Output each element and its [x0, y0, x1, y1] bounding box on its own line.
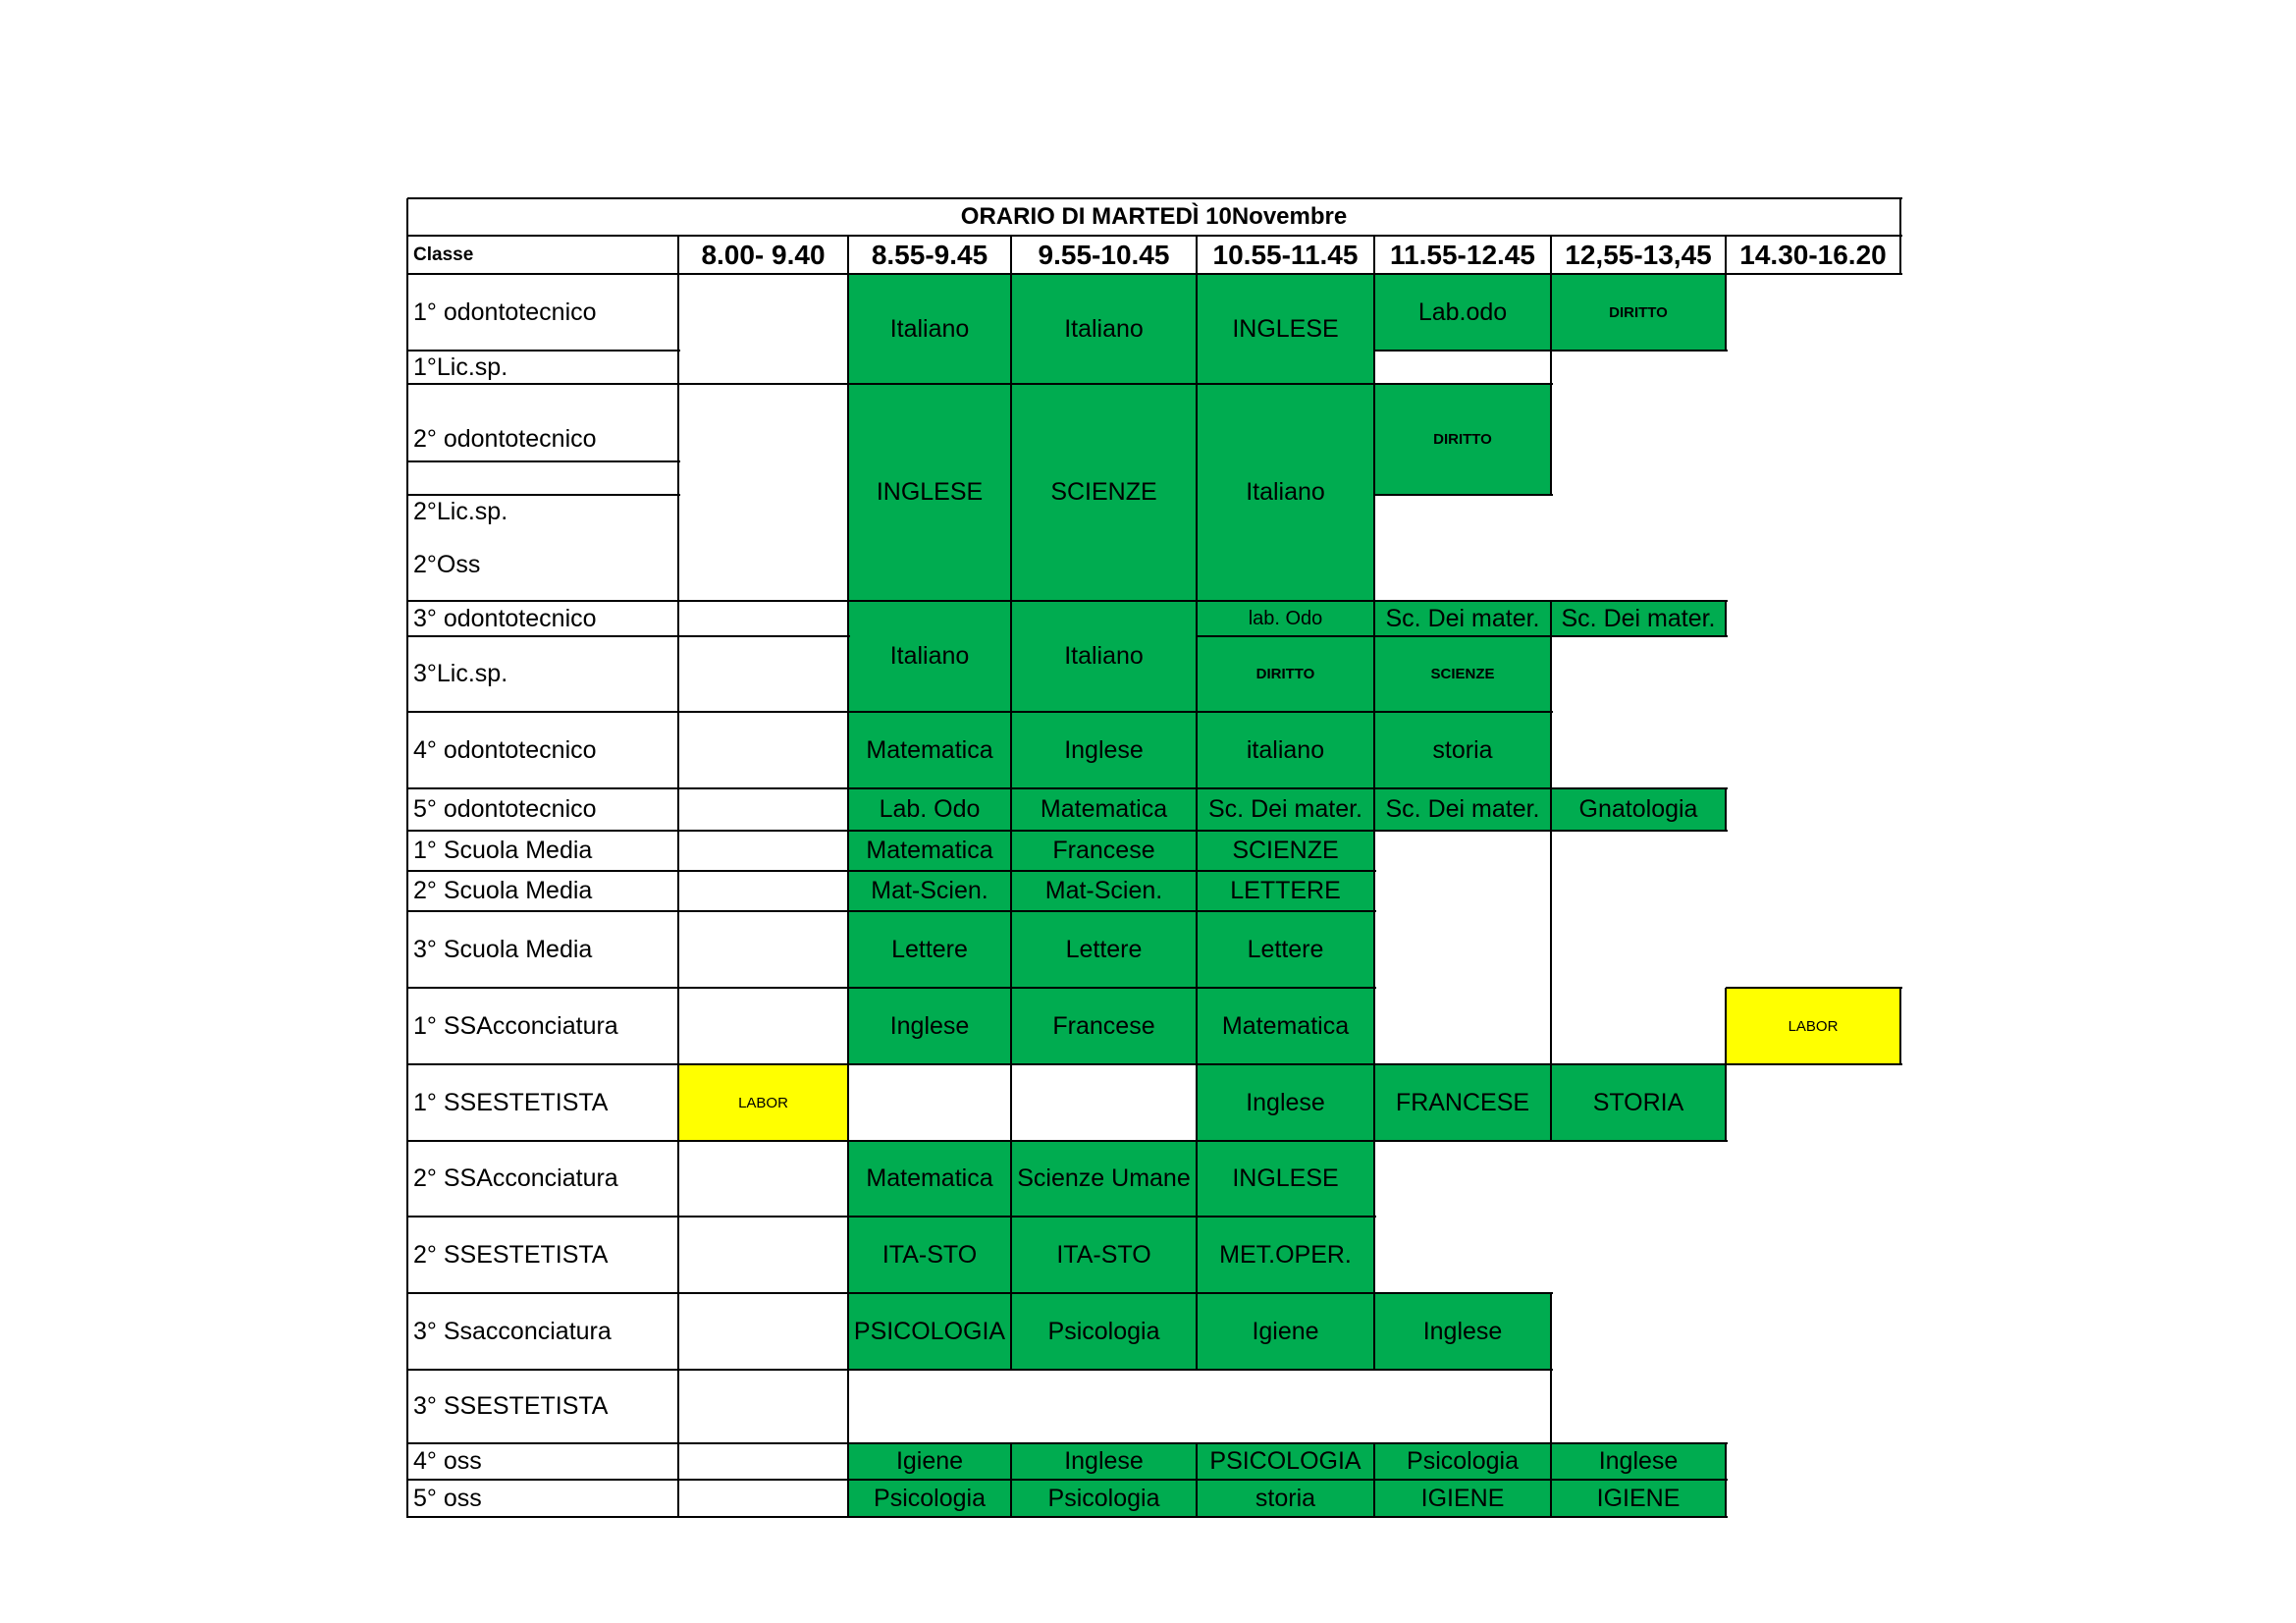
- grid-line-h: [678, 1369, 850, 1371]
- grid-line-h: [1011, 1479, 1199, 1481]
- class-label-3-ssestetista: 3° SSESTETISTA: [413, 1392, 609, 1420]
- grid-line-v: [1373, 1480, 1375, 1518]
- class-label-2-ssestetista: 2° SSESTETISTA: [413, 1240, 609, 1269]
- lesson-3-lic-sp-diritto: DIRITTO: [1197, 636, 1374, 712]
- grid-line-h: [407, 1442, 680, 1444]
- lesson-2-ssacconciatura-matematica: Matematica: [848, 1141, 1011, 1217]
- grid-line-h: [678, 1292, 850, 1294]
- grid-line-v: [677, 236, 679, 275]
- lesson-3-odontotecnico-lab-odo: lab. Odo: [1197, 601, 1374, 636]
- lesson-4-odontotecnico-inglese: Inglese: [1011, 712, 1197, 788]
- grid-line-v: [1550, 788, 1552, 832]
- lesson-2-ssacconciatura-scienze-umane: Scienze Umane: [1011, 1141, 1197, 1217]
- grid-line-v: [1010, 1443, 1012, 1481]
- grid-line-h: [407, 350, 680, 352]
- grid-line-h: [1011, 1063, 1199, 1065]
- grid-line-h: [1374, 1063, 1553, 1065]
- grid-line-v: [1899, 198, 1901, 275]
- grid-line-h: [407, 1369, 680, 1371]
- grid-line-v: [1196, 988, 1198, 1065]
- grid-line-h: [407, 1516, 680, 1518]
- grid-line-h: [1726, 1063, 1902, 1065]
- grid-line-h: [1374, 635, 1553, 637]
- grid-line-h: [407, 197, 1902, 199]
- class-label-4-oss: 4° oss: [413, 1447, 482, 1475]
- lesson-1-ssestetista-inglese: Inglese: [1197, 1064, 1374, 1141]
- grid-line-v: [1725, 236, 1727, 275]
- grid-line-h: [678, 1479, 850, 1481]
- grid-line-h: [678, 1063, 850, 1065]
- grid-line-h: [407, 494, 680, 496]
- grid-line-h: [1551, 1140, 1728, 1142]
- grid-line-h: [407, 235, 1902, 237]
- grid-line-v: [1373, 1064, 1375, 1142]
- lesson-1-odontotecnico-italiano: Italiano: [848, 274, 1011, 384]
- lesson-2-odontotecnico-italiano: Italiano: [1197, 384, 1374, 601]
- grid-line-v: [1373, 274, 1375, 352]
- lesson-5-odontotecnico-sc-dei-mater: Sc. Dei mater.: [1197, 788, 1374, 831]
- grid-line-h: [1551, 1442, 1728, 1444]
- grid-line-h: [1374, 494, 1553, 496]
- grid-line-h: [678, 787, 850, 789]
- grid-line-v: [1550, 351, 1552, 385]
- lesson-2-ssestetista-met-oper: MET.OPER.: [1197, 1217, 1374, 1293]
- grid-line-v: [1196, 831, 1198, 872]
- grid-line-v: [1550, 831, 1552, 1065]
- grid-line-v: [847, 871, 849, 912]
- grid-line-h: [407, 600, 680, 602]
- grid-line-v: [1010, 1480, 1012, 1518]
- grid-line-h: [407, 830, 680, 832]
- grid-line-h: [848, 711, 1013, 713]
- grid-line-v: [1725, 1443, 1727, 1481]
- grid-line-h: [678, 600, 850, 602]
- class-label-5-oss: 5° oss: [413, 1484, 482, 1512]
- grid-line-v: [847, 1141, 849, 1217]
- lesson-3-scuola-media-lettere: Lettere: [848, 911, 1011, 988]
- grid-line-h: [1551, 1516, 1728, 1518]
- lesson-3-odontotecnico-italiano: Italiano: [1011, 601, 1197, 712]
- grid-line-h: [1197, 910, 1376, 912]
- grid-line-v: [1725, 788, 1727, 832]
- grid-line-h: [678, 383, 850, 385]
- grid-line-v: [1010, 1217, 1012, 1294]
- grid-line-v: [1010, 831, 1012, 872]
- grid-line-h: [848, 830, 1013, 832]
- lesson-1-odontotecnico-diritto: DIRITTO: [1551, 274, 1726, 351]
- grid-line-v: [677, 1064, 679, 1142]
- grid-line-v: [1196, 911, 1198, 989]
- grid-line-h: [1374, 1516, 1553, 1518]
- lesson-1-scuola-media-francese: Francese: [1011, 831, 1197, 871]
- grid-line-v: [1196, 1443, 1198, 1481]
- grid-line-h: [1197, 987, 1376, 989]
- header-slot-5: 11.55-12.45: [1390, 239, 1535, 270]
- grid-line-h: [1197, 1516, 1376, 1518]
- grid-line-h: [1197, 383, 1376, 385]
- grid-line-h: [1197, 1479, 1376, 1481]
- grid-line-v: [847, 274, 849, 385]
- grid-line-v: [1010, 871, 1012, 912]
- grid-line-v: [1550, 636, 1552, 713]
- grid-line-v: [1550, 236, 1552, 275]
- grid-line-v: [1550, 274, 1552, 352]
- grid-line-h: [1374, 830, 1553, 832]
- lesson-5-odontotecnico-lab-odo: Lab. Odo: [848, 788, 1011, 831]
- grid-line-h: [1374, 711, 1553, 713]
- grid-line-h: [1551, 830, 1728, 832]
- grid-line-h: [407, 987, 680, 989]
- lesson-4-odontotecnico-italiano: italiano: [1197, 712, 1374, 788]
- grid-line-v: [1196, 712, 1198, 789]
- header-slot-3: 9.55-10.45: [1038, 239, 1170, 270]
- grid-line-h: [1011, 787, 1199, 789]
- grid-line-v: [1196, 236, 1198, 275]
- lesson-5-oss-psicologia: Psicologia: [1011, 1480, 1197, 1517]
- grid-line-h: [1197, 1216, 1376, 1217]
- class-label-3-odontotecnico: 3° odontotecnico: [413, 604, 597, 632]
- lesson-3-ssacconciatura-psicologia: Psicologia: [1011, 1293, 1197, 1370]
- lesson-2-scuola-media-mat-scien: Mat-Scien.: [1011, 871, 1197, 911]
- class-label-3-scuola-media: 3° Scuola Media: [413, 935, 593, 963]
- grid-line-v: [1373, 831, 1375, 872]
- grid-line-v: [847, 384, 849, 602]
- grid-line-v: [1725, 988, 1727, 1065]
- grid-line-h: [848, 383, 1013, 385]
- grid-line-v: [1010, 712, 1012, 789]
- grid-line-h: [1011, 273, 1199, 275]
- grid-line-v: [1010, 601, 1012, 713]
- lesson-3-lic-sp-scienze: SCIENZE: [1374, 636, 1551, 712]
- grid-line-h: [1551, 273, 1728, 275]
- grid-line-v: [847, 712, 849, 789]
- class-label-2-lic-sp: 2°Lic.sp.: [413, 497, 508, 525]
- grid-line-v: [1373, 712, 1375, 789]
- grid-line-v: [847, 1293, 849, 1371]
- lesson-1-ssestetista-storia: STORIA: [1551, 1064, 1726, 1141]
- grid-line-v: [1373, 911, 1375, 989]
- grid-line-h: [1551, 635, 1728, 637]
- lesson-5-odontotecnico-matematica: Matematica: [1011, 788, 1197, 831]
- timetable-title: ORARIO DI MARTEDÌ 10Novembre: [960, 203, 1348, 230]
- grid-line-v: [1010, 274, 1012, 385]
- class-label-5-odontotecnico: 5° odontotecnico: [413, 795, 597, 823]
- grid-line-v: [1373, 1443, 1375, 1481]
- grid-line-v: [1550, 601, 1552, 637]
- grid-line-h: [1197, 635, 1376, 637]
- lesson-5-oss-igiene: IGIENE: [1551, 1480, 1726, 1517]
- grid-line-v: [1196, 788, 1198, 832]
- grid-line-h: [1011, 1140, 1199, 1142]
- grid-line-h: [1374, 1140, 1553, 1142]
- grid-line-v: [1725, 601, 1727, 637]
- grid-line-h: [1197, 600, 1376, 602]
- lesson-1-scuola-media-matematica: Matematica: [848, 831, 1011, 871]
- class-label-1-odontotecnico: 1° odontotecnico: [413, 298, 597, 326]
- grid-line-v: [1010, 988, 1012, 1065]
- grid-line-v: [847, 911, 849, 989]
- grid-line-h: [1551, 787, 1728, 789]
- lesson-2-scuola-media-lettere: LETTERE: [1197, 871, 1374, 911]
- grid-line-h: [1374, 787, 1553, 789]
- grid-line-h: [678, 1216, 850, 1217]
- grid-line-h: [848, 870, 1013, 872]
- grid-line-h: [1197, 1292, 1376, 1294]
- grid-line-v: [1196, 384, 1198, 602]
- lesson-3-ssacconciatura-inglese: Inglese: [1374, 1293, 1551, 1370]
- grid-line-h: [848, 1216, 1013, 1217]
- lesson-1-scuola-media-scienze: SCIENZE: [1197, 831, 1374, 871]
- grid-line-h: [407, 787, 680, 789]
- grid-line-v: [1196, 1217, 1198, 1294]
- lesson-1-ssacconciatura-francese: Francese: [1011, 988, 1197, 1064]
- class-label-2-ssacconciatura: 2° SSAcconciatura: [413, 1164, 618, 1192]
- grid-line-v: [1550, 1064, 1552, 1142]
- grid-line-h: [1011, 987, 1199, 989]
- class-label-2-odontotecnico: 2° odontotecnico: [413, 425, 597, 453]
- grid-line-v: [1010, 911, 1012, 989]
- grid-line-h: [1197, 711, 1376, 713]
- class-label-1-ssestetista: 1° SSESTETISTA: [413, 1088, 609, 1116]
- grid-line-v: [1373, 636, 1375, 713]
- grid-line-v: [1373, 1141, 1375, 1217]
- lesson-3-odontotecnico-italiano: Italiano: [848, 601, 1011, 712]
- header-slot-2: 8.55-9.45: [871, 239, 988, 270]
- grid-line-v: [1725, 274, 1727, 352]
- lesson-4-oss-psicologia: PSICOLOGIA: [1197, 1443, 1374, 1480]
- header-slot-6: 12,55-13,45: [1565, 239, 1712, 270]
- grid-line-h: [1197, 870, 1376, 872]
- grid-line-v: [1010, 1141, 1012, 1217]
- lesson-1-odontotecnico-inglese: INGLESE: [1197, 274, 1374, 384]
- grid-line-v: [1899, 988, 1901, 1065]
- grid-line-h: [1197, 1140, 1376, 1142]
- grid-line-v: [1550, 1370, 1552, 1444]
- grid-line-h: [848, 1063, 1013, 1065]
- grid-line-v: [1373, 236, 1375, 275]
- grid-line-v: [1550, 1480, 1552, 1518]
- header-slot-7: 14.30-16.20: [1739, 239, 1887, 270]
- lesson-4-odontotecnico-matematica: Matematica: [848, 712, 1011, 788]
- grid-line-h: [848, 1140, 1013, 1142]
- grid-line-v: [847, 831, 849, 872]
- lesson-4-oss-psicologia: Psicologia: [1374, 1443, 1551, 1480]
- grid-line-h: [1374, 383, 1553, 385]
- lesson-3-odontotecnico-sc-dei-mater: Sc. Dei mater.: [1374, 601, 1551, 636]
- grid-line-v: [1373, 988, 1375, 1065]
- lesson-1-ssacconciatura-labor: LABOR: [1726, 988, 1900, 1064]
- lesson-1-odontotecnico-italiano: Italiano: [1011, 274, 1197, 384]
- grid-line-v: [1550, 1293, 1552, 1371]
- grid-line-v: [1550, 1443, 1552, 1481]
- grid-line-h: [1011, 830, 1199, 832]
- lesson-2-odontotecnico-scienze: SCIENZE: [1011, 384, 1197, 601]
- grid-line-h: [678, 830, 850, 832]
- grid-line-v: [1373, 788, 1375, 832]
- grid-line-v: [1196, 871, 1198, 912]
- grid-line-v: [1373, 384, 1375, 496]
- grid-line-h: [1197, 273, 1376, 275]
- lesson-2-ssestetista-ita-sto: ITA-STO: [1011, 1217, 1197, 1293]
- grid-line-h: [1374, 1479, 1553, 1481]
- lesson-2-ssestetista-ita-sto: ITA-STO: [848, 1217, 1011, 1293]
- grid-line-v: [847, 788, 849, 832]
- grid-line-v: [1010, 236, 1012, 275]
- grid-line-h: [407, 910, 680, 912]
- grid-line-h: [407, 1140, 680, 1142]
- lesson-5-oss-psicologia: Psicologia: [848, 1480, 1011, 1517]
- grid-line-h: [678, 987, 850, 989]
- grid-line-h: [407, 383, 680, 385]
- lesson-1-ssacconciatura-inglese: Inglese: [848, 988, 1011, 1064]
- class-label-4-odontotecnico: 4° odontotecnico: [413, 735, 597, 764]
- grid-line-v: [1010, 1293, 1012, 1371]
- grid-line-v: [1550, 384, 1552, 496]
- lesson-1-ssestetista-francese: FRANCESE: [1374, 1064, 1551, 1141]
- grid-line-v: [406, 198, 408, 1518]
- grid-line-h: [848, 910, 1013, 912]
- grid-line-h: [678, 711, 850, 713]
- lesson-2-scuola-media-mat-scien: Mat-Scien.: [848, 871, 1011, 911]
- lesson-3-ssacconciatura-igiene: Igiene: [1197, 1293, 1374, 1370]
- grid-line-h: [1011, 600, 1199, 602]
- grid-line-v: [1010, 384, 1012, 602]
- grid-line-h: [1551, 1063, 1728, 1065]
- lesson-5-odontotecnico-gnatologia: Gnatologia: [1551, 788, 1726, 831]
- grid-line-h: [1011, 1216, 1199, 1217]
- grid-line-v: [1373, 601, 1375, 637]
- grid-line-v: [1373, 871, 1375, 912]
- grid-line-v: [1196, 274, 1198, 385]
- grid-line-h: [407, 1292, 680, 1294]
- grid-line-v: [1196, 601, 1198, 637]
- grid-line-v: [677, 274, 679, 1518]
- grid-line-h: [678, 1516, 850, 1518]
- lesson-4-odontotecnico-storia: storia: [1374, 712, 1551, 788]
- grid-line-h: [678, 635, 850, 637]
- class-label-1-ssacconciatura: 1° SSAcconciatura: [413, 1011, 618, 1040]
- grid-line-v: [847, 1443, 849, 1481]
- lesson-2-ssacconciatura-inglese: INGLESE: [1197, 1141, 1374, 1217]
- lesson-3-odontotecnico-sc-dei-mater: Sc. Dei mater.: [1551, 601, 1726, 636]
- grid-line-v: [1196, 1064, 1198, 1142]
- grid-line-v: [1725, 1064, 1727, 1142]
- lesson-5-oss-storia: storia: [1197, 1480, 1374, 1517]
- lesson-3-ssacconciatura-psicologia: PSICOLOGIA: [848, 1293, 1011, 1370]
- grid-line-h: [407, 460, 680, 462]
- class-label-3-lic-sp: 3°Lic.sp.: [413, 660, 508, 687]
- grid-line-h: [1011, 1516, 1199, 1518]
- grid-line-h: [848, 1369, 1553, 1371]
- grid-line-h: [407, 1216, 680, 1217]
- lesson-4-oss-igiene: Igiene: [848, 1443, 1011, 1480]
- grid-line-h: [848, 1479, 1013, 1481]
- class-label-2-scuola-media: 2° Scuola Media: [413, 877, 593, 904]
- grid-line-v: [1196, 1480, 1198, 1518]
- grid-line-h: [678, 910, 850, 912]
- grid-line-v: [847, 1480, 849, 1518]
- class-label-1-scuola-media: 1° Scuola Media: [413, 837, 593, 864]
- grid-line-h: [1011, 383, 1199, 385]
- grid-line-v: [1550, 712, 1552, 789]
- grid-line-h: [1011, 870, 1199, 872]
- lesson-3-scuola-media-lettere: Lettere: [1197, 911, 1374, 988]
- grid-line-h: [678, 1140, 850, 1142]
- grid-line-h: [407, 635, 680, 637]
- grid-line-h: [848, 1292, 1013, 1294]
- grid-line-v: [1010, 1064, 1012, 1142]
- grid-line-v: [1373, 1217, 1375, 1294]
- grid-line-h: [1551, 600, 1728, 602]
- grid-line-v: [847, 988, 849, 1065]
- lesson-2-odontotecnico-diritto: DIRITTO: [1374, 384, 1551, 495]
- grid-line-h: [407, 1479, 680, 1481]
- lesson-5-odontotecnico-sc-dei-mater: Sc. Dei mater.: [1374, 788, 1551, 831]
- grid-line-v: [1725, 1480, 1727, 1518]
- header-slot-4: 10.55-11.45: [1212, 239, 1359, 270]
- grid-line-h: [407, 1063, 680, 1065]
- lesson-5-oss-igiene: IGIENE: [1374, 1480, 1551, 1517]
- grid-line-v: [847, 601, 849, 713]
- grid-line-h: [1197, 830, 1376, 832]
- grid-line-h: [1374, 600, 1553, 602]
- class-label-3-ssacconciatura: 3° Ssacconciatura: [413, 1317, 612, 1345]
- grid-line-v: [1010, 788, 1012, 832]
- grid-line-h: [848, 1516, 1013, 1518]
- grid-line-h: [1551, 350, 1728, 352]
- grid-line-h: [848, 1442, 1553, 1444]
- header-classe: Classe: [413, 244, 474, 265]
- grid-line-h: [1551, 1479, 1728, 1481]
- lesson-2-odontotecnico-inglese: INGLESE: [848, 384, 1011, 601]
- lesson-4-oss-inglese: Inglese: [1551, 1443, 1726, 1480]
- grid-line-v: [847, 1217, 849, 1294]
- lesson-4-oss-inglese: Inglese: [1011, 1443, 1197, 1480]
- class-label-1-lic-sp: 1°Lic.sp.: [413, 352, 508, 381]
- lesson-1-ssestetista-labor: LABOR: [678, 1064, 848, 1141]
- lesson-1-odontotecnico-lab-odo: Lab.odo: [1374, 274, 1551, 351]
- grid-line-v: [1196, 636, 1198, 713]
- grid-line-h: [848, 987, 1013, 989]
- lesson-3-scuola-media-lettere: Lettere: [1011, 911, 1197, 988]
- grid-line-h: [1011, 910, 1199, 912]
- class-label-2-oss: 2°Oss: [413, 550, 481, 578]
- grid-line-h: [1197, 1063, 1376, 1065]
- grid-line-h: [407, 711, 680, 713]
- grid-line-h: [1374, 273, 1553, 275]
- grid-line-v: [847, 236, 849, 275]
- grid-line-h: [678, 1442, 850, 1444]
- grid-line-h: [848, 273, 1013, 275]
- lesson-1-ssacconciatura-matematica: Matematica: [1197, 988, 1374, 1064]
- grid-line-h: [678, 870, 850, 872]
- grid-line-h: [1726, 987, 1902, 989]
- grid-line-h: [848, 600, 1013, 602]
- grid-line-v: [847, 1064, 849, 1142]
- grid-line-v: [1196, 1141, 1198, 1217]
- grid-line-h: [1374, 1292, 1553, 1294]
- header-slot-1: 8.00- 9.40: [701, 239, 826, 270]
- grid-line-h: [407, 870, 680, 872]
- grid-line-h: [848, 787, 1013, 789]
- grid-line-h: [1011, 1292, 1199, 1294]
- grid-line-h: [1197, 787, 1376, 789]
- grid-line-h: [1374, 350, 1553, 352]
- grid-line-h: [1011, 711, 1199, 713]
- grid-line-v: [1373, 1293, 1375, 1371]
- grid-line-v: [1196, 1293, 1198, 1371]
